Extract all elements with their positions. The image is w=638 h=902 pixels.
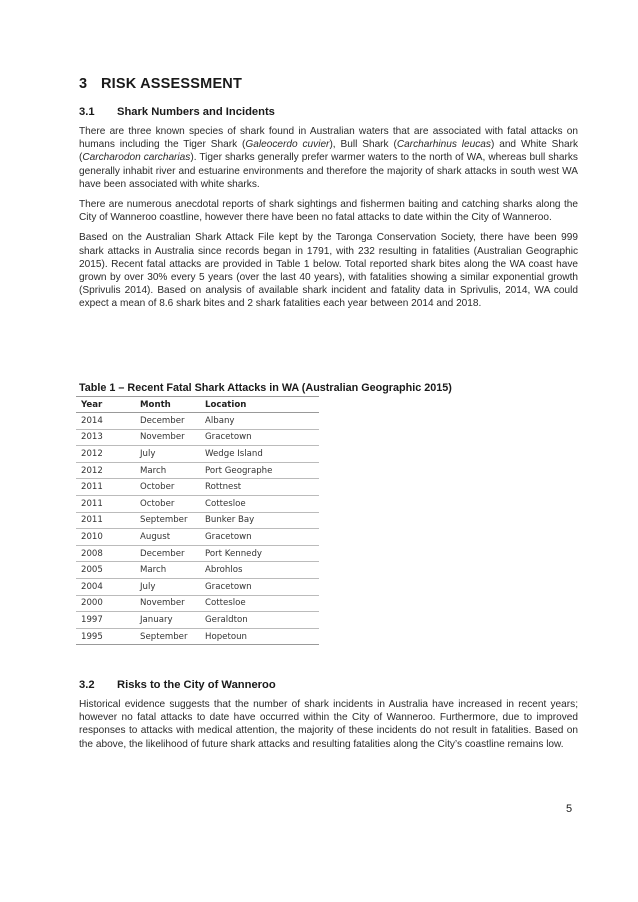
section-number: 3 <box>79 76 88 92</box>
table-row <box>76 446 319 463</box>
paragraph: Historical evidence suggests that the number of shark incidents in Australia have increased in recent years; however no fatal attacks to date have occurred within the City of Wanneroo. Furthermore, due to improved responses to attacks with medical attention, the majority of these incidents do not result in fatalities. Based on the above, the likelihood of future shark attacks and resulting fatalities along the City’s coastline remains low. <box>79 699 578 750</box>
table-cell: Abrohlos <box>200 562 319 579</box>
table-row <box>76 545 319 562</box>
paragraph: There are numerous anecdotal reports of shark sightings and fishermen baiting and catching sharks along the City of Wanneroo coastline, however there have been no fatal attacks to date within the City of Wanneroo. <box>79 199 578 224</box>
table-cell: 2005 <box>76 562 135 579</box>
table-cell: 2011 <box>76 495 135 512</box>
table-caption: Table 1 – Recent Fatal Shark Attacks in WA (Australian Geographic 2015) <box>79 382 452 394</box>
table-cell: 2008 <box>76 545 135 562</box>
species-name: Galeocerdo cuvier <box>245 139 330 151</box>
table-row <box>76 529 319 546</box>
table-cell: Geraldton <box>200 612 319 629</box>
species-name: Carcharhinus leucas <box>396 139 491 151</box>
table-row <box>76 429 319 446</box>
text-run: There are three known species of shark found in Australian waters that are associated with fatal attacks on humans including the Tiger Shark ( <box>79 126 578 151</box>
table-cell: 2011 <box>76 512 135 529</box>
table-cell: 1995 <box>76 628 135 645</box>
table-row <box>76 595 319 612</box>
paragraph: Based on the Australian Shark Attack File kept by the Taronga Conservation Society, there have been 999 shark attacks in Australia since records began in 1791, with 232 resulting in fatalities (Australian Geographic 2015). Recent fatal attacks are provided in Table 1 below. Total reported shark bites along the WA coast have grown by over 30% every 5 years (over the last 40 years), with fatalities showing a similar exponential growth (Sprivulis 2014). Based on analysis of available shark incident and fatality data in Sprivulis, 2014, WA could expect a mean of 8.6 shark bites and 2 shark fatalities each year between 2014 and 2018. <box>79 232 578 310</box>
section-title: RISK ASSESSMENT <box>101 76 243 92</box>
subsection-heading-3-1 <box>79 106 275 118</box>
table-cell: 2010 <box>76 529 135 546</box>
table-cell: 2012 <box>76 462 135 479</box>
table-cell: Hopetoun <box>200 628 319 645</box>
column-header: Year <box>76 397 135 413</box>
table-cell: July <box>135 578 200 595</box>
text-run: ) and White Shark ( <box>79 139 579 164</box>
table-cell: Cottesloe <box>200 595 319 612</box>
table-cell: Gracetown <box>200 578 319 595</box>
table-cell: 2013 <box>76 429 135 446</box>
table-cell: Gracetown <box>200 429 319 446</box>
shark-attacks-table <box>76 396 319 645</box>
table-cell: Port Geographe <box>200 462 319 479</box>
table-cell: Wedge Island <box>200 446 319 463</box>
table-row <box>76 495 319 512</box>
table-cell: Port Kennedy <box>200 545 319 562</box>
table-cell: Gracetown <box>200 529 319 546</box>
table-row <box>76 512 319 529</box>
table-cell: March <box>135 462 200 479</box>
table-cell: 2011 <box>76 479 135 496</box>
table-cell: 2004 <box>76 578 135 595</box>
table-cell: 2012 <box>76 446 135 463</box>
table-row <box>76 479 319 496</box>
page-number: 5 <box>566 803 573 815</box>
table-cell: July <box>135 446 200 463</box>
table-cell: September <box>135 628 200 645</box>
table-row <box>76 562 319 579</box>
column-header: Month <box>135 397 200 413</box>
table-row <box>76 612 319 629</box>
table-cell: Albany <box>200 413 319 430</box>
table-cell: November <box>135 595 200 612</box>
table-cell: October <box>135 495 200 512</box>
table-cell: September <box>135 512 200 529</box>
table-header-row <box>76 397 319 413</box>
section-3-2-text <box>79 698 578 751</box>
table-cell: 1997 <box>76 612 135 629</box>
text-run: ), Bull Shark ( <box>329 139 397 151</box>
table-row <box>76 413 319 430</box>
table-cell: December <box>135 413 200 430</box>
subsection-title: Risks to the City of Wanneroo <box>117 679 276 691</box>
table-row <box>76 462 319 479</box>
subsection-number: 3.2 <box>79 679 95 691</box>
table-cell: 2000 <box>76 595 135 612</box>
paragraph <box>79 125 578 191</box>
table-row <box>76 628 319 645</box>
table-row <box>76 578 319 595</box>
table-cell: December <box>135 545 200 562</box>
text-run: ). Tiger sharks generally prefer warmer waters to the north of WA, whereas bull sharks generally inhabit river and estuarine environments and therefore the majority of shark attacks in south west WA have been associated with white sharks. <box>79 152 578 190</box>
subsection-number: 3.1 <box>79 106 95 118</box>
subsection-heading-3-2 <box>79 679 276 691</box>
table-cell: Bunker Bay <box>200 512 319 529</box>
subsection-title: Shark Numbers and Incidents <box>117 106 275 118</box>
table-cell: March <box>135 562 200 579</box>
table-cell: January <box>135 612 200 629</box>
column-header: Location <box>200 397 319 413</box>
table-cell: October <box>135 479 200 496</box>
table-cell: August <box>135 529 200 546</box>
section-heading <box>79 76 242 92</box>
section-3-1-text <box>79 125 578 311</box>
table-cell: Rottnest <box>200 479 319 496</box>
table-cell: Cottesloe <box>200 495 319 512</box>
table-cell: 2014 <box>76 413 135 430</box>
table-cell: November <box>135 429 200 446</box>
species-name: Carcharodon carcharias <box>82 152 191 164</box>
